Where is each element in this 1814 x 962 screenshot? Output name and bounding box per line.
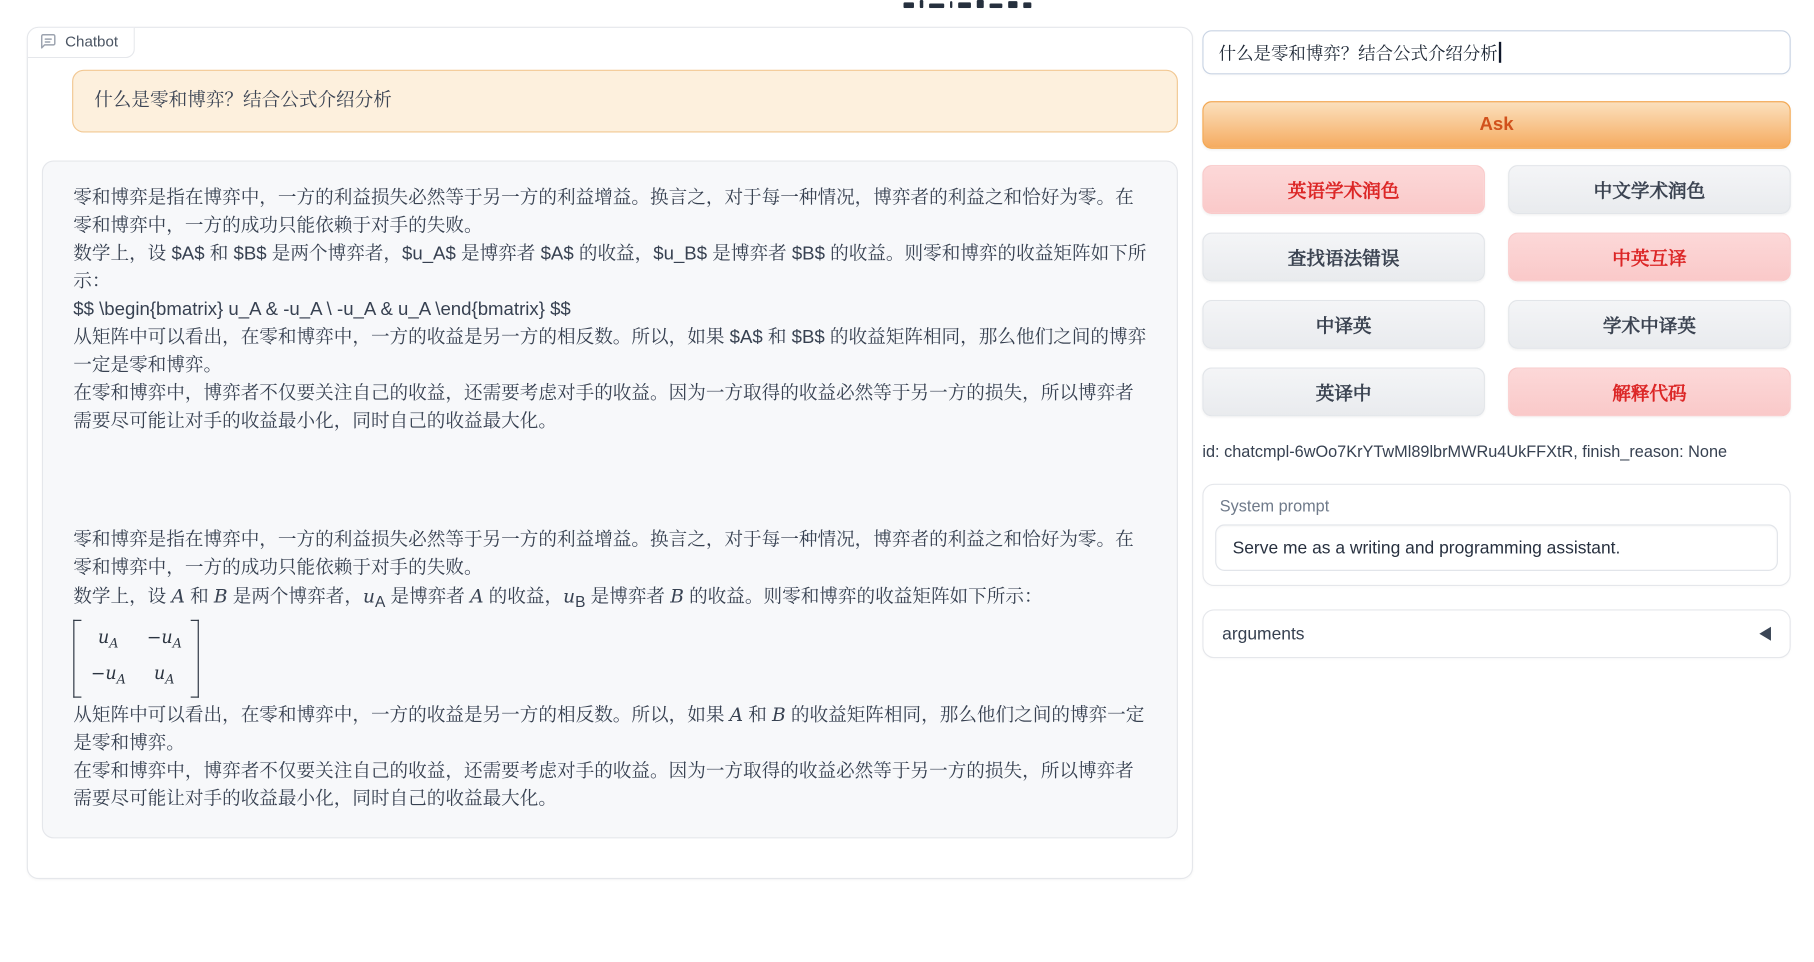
- fn-button-academic-zh-to-en[interactable]: 学术中译英: [1508, 300, 1791, 349]
- paragraph-gap: [73, 436, 1146, 527]
- question-input[interactable]: [1202, 30, 1790, 74]
- system-prompt-value: Serve me as a writing and programming assistant.: [1232, 537, 1621, 558]
- user-message-text: 什么是零和博弈？结合公式介绍分析: [94, 90, 392, 111]
- arguments-accordion[interactable]: [1202, 609, 1790, 658]
- collapse-arrow-icon: [1759, 627, 1771, 641]
- ask-button[interactable]: Ask: [1202, 101, 1790, 149]
- matrix-right-bracket: [191, 620, 199, 698]
- fn-button-zh-to-en[interactable]: 中译英: [1202, 300, 1485, 349]
- system-prompt-group: [1202, 484, 1790, 586]
- chatbot-panel: [27, 27, 1193, 879]
- bot-rendered-p3: 从矩阵中可以看出，在零和博弈中，一方的收益是另一方的相反数。所以，如果 A 和 B 的收益矩阵相同，那么他们之间的博弈一定是零和博弈。: [73, 703, 1145, 754]
- bot-raw-p3: 从矩阵中可以看出，在零和博弈中，一方的收益是另一方的相反数。所以，如果 $A$ 和 $B$ 的收益矩阵相同，那么他们之间的博弈一定是零和博弈。: [73, 327, 1147, 376]
- fn-button-chinese-academic-polish[interactable]: 中文学术润色: [1508, 165, 1791, 214]
- bot-rendered-p2: 数学上，设 A 和 B 是两个博弈者，$u_A$ 是博弈者 A 的收益，$u_B$ 是博弈者 B 的收益。则零和博弈的收益矩阵如下所示：: [73, 584, 1043, 611]
- fn-button-zh-en-mutual-translate[interactable]: 中英互译: [1508, 233, 1791, 282]
- fn-button-english-academic-polish[interactable]: 英语学术润色: [1202, 165, 1485, 214]
- controls-column: [1202, 30, 1790, 658]
- payoff-matrix-row: [73, 617, 1146, 702]
- system-prompt-label: System prompt: [1219, 496, 1330, 516]
- bot-raw-p1: 零和博弈是指在博弈中，一方的利益损失必然等于另一方的利益增益。换言之，对于每一种情况，博弈者的利益之和恰好为零。在零和博弈中，一方的成功只能依赖于对手的失败。: [73, 188, 1134, 237]
- matrix-left-bracket: [73, 620, 81, 698]
- status-line: id: chatcmpl-6wOo7KrYTwMl89lbrMWRu4UkFFXtR, finish_reason: None: [1202, 441, 1728, 461]
- bot-message: [42, 160, 1178, 838]
- fn-button-explain-code[interactable]: 解释代码: [1508, 367, 1791, 416]
- message-list: [28, 28, 1192, 878]
- user-message: [72, 70, 1178, 133]
- payoff-matrix: $u_A$ $-u_A$ $-u_A$ $u_A$: [73, 620, 199, 698]
- arguments-accordion-label: arguments: [1222, 623, 1305, 644]
- fn-button-find-grammar-errors[interactable]: 查找语法错误: [1202, 233, 1485, 282]
- question-input-value: 什么是零和博弈？结合公式介绍分析: [1218, 43, 1498, 64]
- bot-rendered-p1: 零和博弈是指在博弈中，一方的利益损失必然等于另一方的利益增益。换言之，对于每一种情况，博弈者的利益之和恰好为零。在零和博弈中，一方的成功只能依赖于对手的失败。: [73, 530, 1134, 578]
- bot-raw-formula: $$ \begin{bmatrix} u_A & -u_A \ -u_A & u_A \end{bmatrix} $$: [73, 300, 571, 320]
- function-button-grid: [1202, 165, 1790, 416]
- system-prompt-input[interactable]: [1215, 524, 1778, 571]
- chatbot-label-text: Chatbot: [65, 32, 119, 51]
- bot-raw-p4: 在零和博弈中，博弈者不仅要关注自己的收益，还需要考虑对手的收益。因为一方取得的收益必然等于另一方的损失，所以博弈者需要尽可能让对手的收益最小化，同时自己的收益最大化。: [73, 383, 1134, 432]
- fn-button-en-to-zh[interactable]: 英译中: [1202, 367, 1485, 416]
- text-caret: [1499, 42, 1501, 63]
- bot-rendered-p4: 在零和博弈中，博弈者不仅要关注自己的收益，还需要考虑对手的收益。因为一方取得的收益必然等于另一方的损失，所以博弈者需要尽可能让对手的收益最小化，同时自己的收益最大化。: [73, 761, 1134, 810]
- bot-raw-p2: 数学上，设 $A$ 和 $B$ 是两个博弈者，$u_A$ 是博弈者 $A$ 的收益，$u_B$ 是博弈者 $B$ 的收益。则零和博弈的收益矩阵如下所示：: [73, 244, 1147, 292]
- clipped-page-title: [904, 0, 1032, 8]
